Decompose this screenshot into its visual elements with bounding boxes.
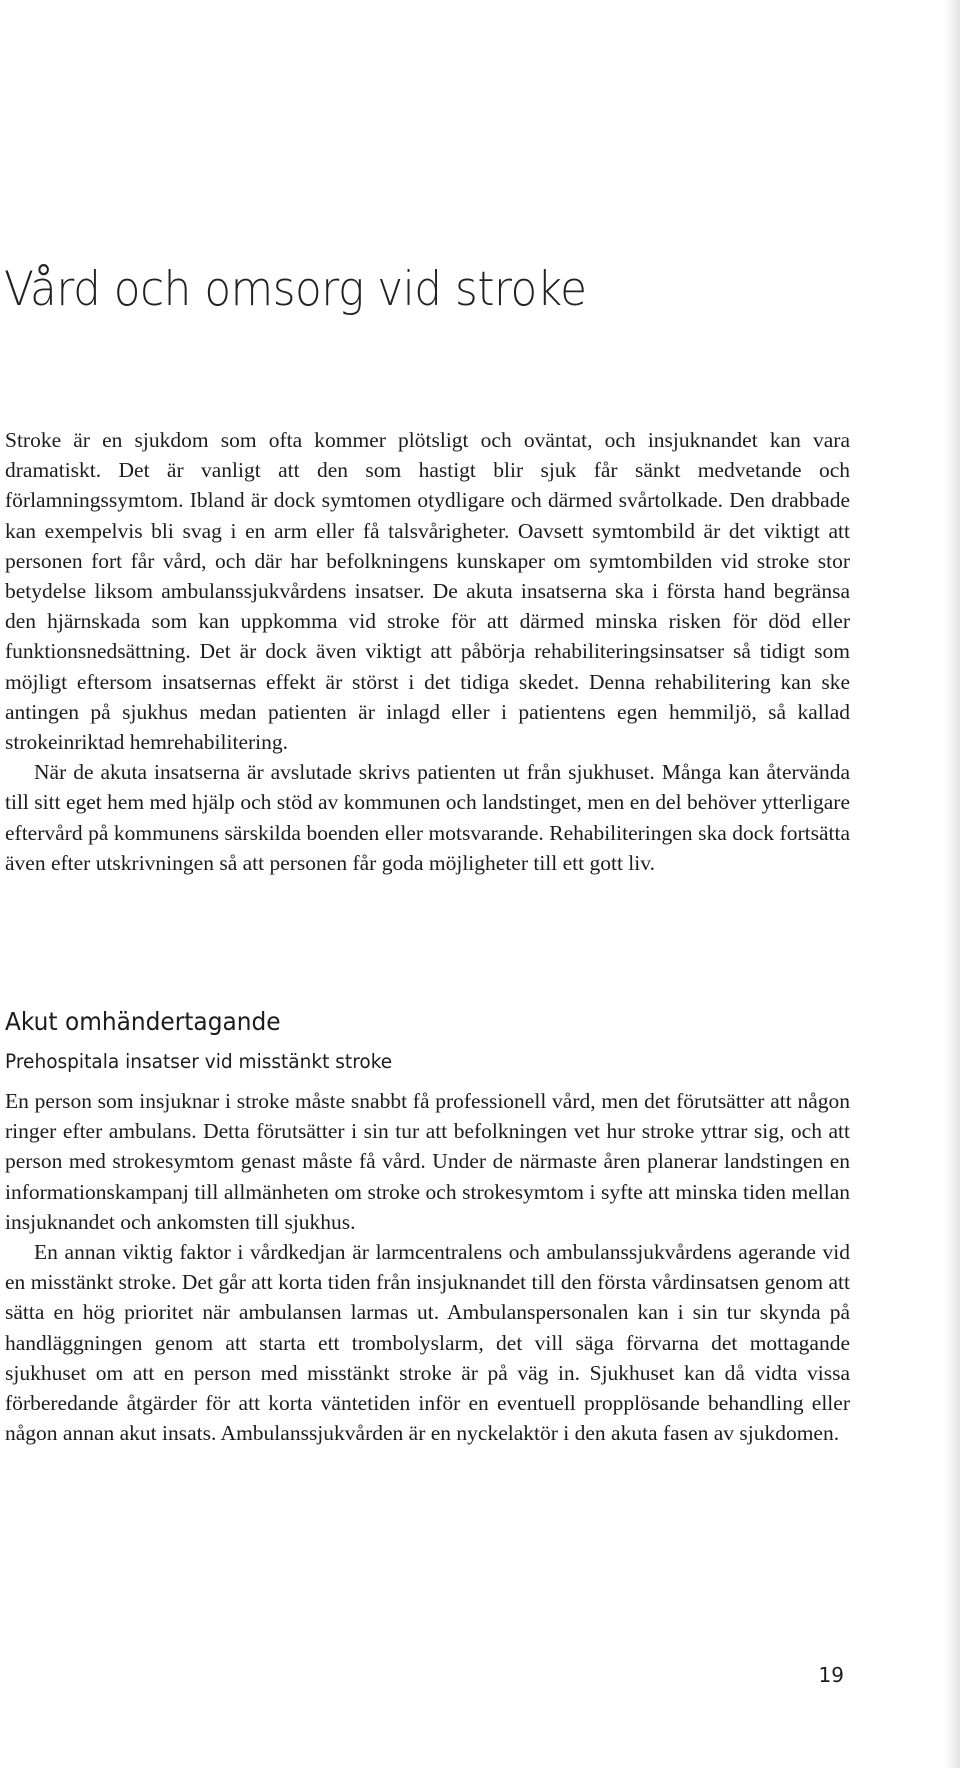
intro-paragraph-1: Stroke är en sjukdom som ofta kommer plötsligt och oväntat, och insjuknandet kan vara dramatiskt. Det är vanligt att den som hastigt blir sjuk får sänkt medvetande och förlamningssymtom. Ibland är dock symtomen otydligare och därmed svårtolkade. Den drabbade kan exempelvis bli svag i en arm eller få talsvårigheter. Oavsett symtombild är det viktigt att personen fort får vård, och där har befolkningens kunskaper om symtombilden vid stroke stor betydelse liksom ambulanssjukvårdens insatser. De akuta insatserna ska i första hand begränsa den hjärnskada som kan uppkomma vid stroke för att därmed minska risken för död eller funktionsnedsättning. Det är dock även viktigt att påbörja rehabiliteringsinsatser så tidigt som möjligt eftersom insatsernas effekt är störst i det tidiga skedet. Denna rehabilitering kan ske antingen på sjukhus medan patienten är inlagd eller i patientens egen hemmiljö, så kallad strokeinriktad hemrehabilitering.	[5, 428, 850, 755]
section-heading: Akut omhändertagande	[5, 1007, 281, 1036]
page-number: 19	[818, 1663, 844, 1687]
intro-paragraph-2: När de akuta insatserna är avslutade skrivs patienten ut från sjukhuset. Många kan återvända till sitt eget hem med hjälp och stöd av kommunen och landstinget, men en del behöver ytterligare eftervård på kommunens särskilda boenden eller motsvarande. Rehabiliteringen ska dock fortsätta även efter utskrivningen så att personen får goda möjligheter till ett gott liv.	[5, 760, 850, 875]
section-text	[5, 1086, 850, 1448]
section-subheading: Prehospitala insatser vid misstänkt stroke	[5, 1050, 393, 1073]
section-paragraph-2: En annan viktig faktor i vårdkedjan är larmcentralens och ambulanssjukvårdens agerande vid en misstänkt stroke. Det går att korta tiden från insjuknandet till den första vårdinsatsen genom att sätta en hög prioritet när ambulansen larmas ut. Ambulanspersonalen kan i sin tur skynda på handläggningen genom att starta ett trombolyslarm, det vill säga förvarna det mottagande sjukhuset om att en person med misstänkt stroke är på väg in. Sjukhuset kan då vidta vissa förberedande åtgärder för att korta väntetiden inför en eventuell propplösande behandling eller någon annan akut insats. Ambulanssjukvården är en nyckelaktör i den akuta fasen av sjukdomen.	[5, 1240, 850, 1446]
page-edge-shadow	[944, 0, 960, 1768]
section-paragraph-1: En person som insjuknar i stroke måste snabbt få professionell vård, men det förutsätter att någon ringer efter ambulans. Detta förutsätter i sin tur att befolkningen vet hur stroke yttrar sig, och att person med strokesymtom genast måste få vård. Under de närmaste åren planerar landstingen en informationskampanj till allmänheten om stroke och strokesymtom i syfte att minska tiden mellan insjuknandet och ankomsten till sjukhus.	[5, 1089, 850, 1234]
chapter-title: Vård och omsorg vid stroke	[4, 262, 587, 317]
intro-text	[5, 425, 850, 878]
